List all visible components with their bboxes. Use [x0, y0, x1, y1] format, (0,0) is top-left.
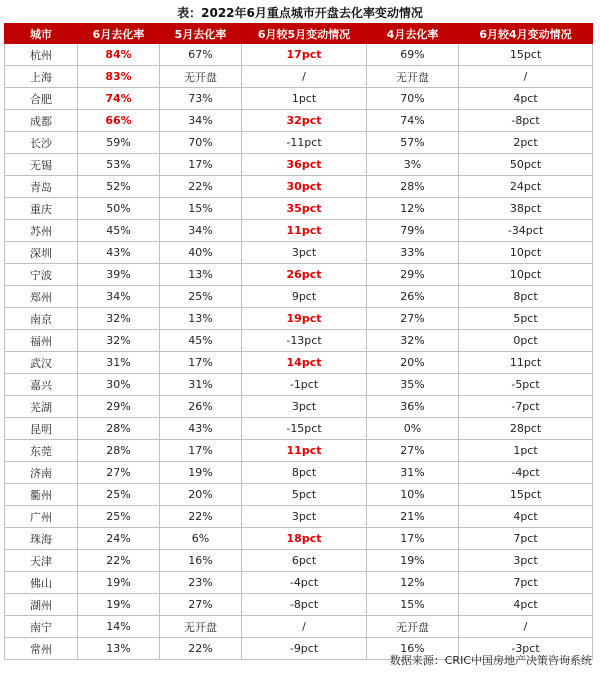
cell-may-rate: 22% [160, 506, 242, 528]
cell-city: 天津 [5, 550, 78, 572]
cell-city: 合肥 [5, 88, 78, 110]
table-row [5, 154, 593, 176]
cell-june-vs-may: -4pct [242, 572, 367, 594]
table-row [5, 286, 593, 308]
cell-may-rate: 20% [160, 484, 242, 506]
cell-may-rate: 22% [160, 638, 242, 660]
table-row [5, 198, 593, 220]
cell-june-vs-april: 3pct [459, 550, 593, 572]
table-row [5, 594, 593, 616]
cell-june-rate: 31% [78, 352, 160, 374]
cell-may-rate: 16% [160, 550, 242, 572]
cell-city: 武汉 [5, 352, 78, 374]
cell-may-rate: 45% [160, 330, 242, 352]
table-row [5, 330, 593, 352]
cell-june-vs-april: -4pct [459, 462, 593, 484]
table-row [5, 132, 593, 154]
table-row [5, 264, 593, 286]
cell-may-rate: 34% [160, 110, 242, 132]
cell-city: 杭州 [5, 44, 78, 66]
cell-may-rate: 31% [160, 374, 242, 396]
cell-june-vs-may: / [242, 616, 367, 638]
data-table [4, 23, 593, 660]
cell-april-rate: 32% [367, 330, 459, 352]
cell-april-rate: 3% [367, 154, 459, 176]
cell-june-vs-may: 30pct [242, 176, 367, 198]
cell-city: 湖州 [5, 594, 78, 616]
cell-june-vs-april: 15pct [459, 484, 593, 506]
cell-april-rate: 57% [367, 132, 459, 154]
cell-june-vs-may: 19pct [242, 308, 367, 330]
cell-june-rate: 25% [78, 506, 160, 528]
cell-june-vs-may: 1pct [242, 88, 367, 110]
cell-june-vs-may: 11pct [242, 220, 367, 242]
cell-june-vs-april: 1pct [459, 440, 593, 462]
cell-city: 广州 [5, 506, 78, 528]
cell-may-rate: 15% [160, 198, 242, 220]
cell-city: 重庆 [5, 198, 78, 220]
table-row [5, 110, 593, 132]
cell-may-rate: 40% [160, 242, 242, 264]
cell-june-vs-may: 3pct [242, 242, 367, 264]
header-june-vs-april: 6月较4月变动情况 [459, 24, 593, 44]
cell-april-rate: 31% [367, 462, 459, 484]
header-june-rate: 6月去化率 [78, 24, 160, 44]
cell-april-rate: 69% [367, 44, 459, 66]
cell-may-rate: 73% [160, 88, 242, 110]
cell-june-vs-april: 0pct [459, 330, 593, 352]
cell-june-vs-april: 4pct [459, 88, 593, 110]
cell-may-rate: 17% [160, 352, 242, 374]
cell-june-rate: 52% [78, 176, 160, 198]
cell-april-rate: 15% [367, 594, 459, 616]
cell-june-rate: 34% [78, 286, 160, 308]
cell-city: 成都 [5, 110, 78, 132]
cell-june-rate: 59% [78, 132, 160, 154]
cell-city: 福州 [5, 330, 78, 352]
table-row [5, 572, 593, 594]
cell-city: 佛山 [5, 572, 78, 594]
cell-june-rate: 28% [78, 418, 160, 440]
cell-june-vs-may: 17pct [242, 44, 367, 66]
table-row [5, 88, 593, 110]
table-row [5, 440, 593, 462]
cell-june-vs-april: 28pct [459, 418, 593, 440]
cell-april-rate: 70% [367, 88, 459, 110]
table-row [5, 462, 593, 484]
table-row [5, 550, 593, 572]
header-april-rate: 4月去化率 [367, 24, 459, 44]
cell-june-vs-april: 11pct [459, 352, 593, 374]
cell-june-vs-april: 10pct [459, 242, 593, 264]
cell-june-vs-april: -5pct [459, 374, 593, 396]
cell-june-rate: 30% [78, 374, 160, 396]
cell-june-vs-may: 3pct [242, 396, 367, 418]
table-row [5, 176, 593, 198]
cell-june-rate: 29% [78, 396, 160, 418]
cell-june-vs-may: 32pct [242, 110, 367, 132]
cell-june-vs-may: 8pct [242, 462, 367, 484]
cell-june-vs-april: 5pct [459, 308, 593, 330]
table-row [5, 616, 593, 638]
cell-city: 青岛 [5, 176, 78, 198]
cell-june-rate: 19% [78, 572, 160, 594]
cell-june-vs-may: 9pct [242, 286, 367, 308]
table-row [5, 66, 593, 88]
cell-june-vs-may: 26pct [242, 264, 367, 286]
table-row [5, 418, 593, 440]
cell-may-rate: 26% [160, 396, 242, 418]
cell-april-rate: 20% [367, 352, 459, 374]
cell-city: 常州 [5, 638, 78, 660]
table-row [5, 242, 593, 264]
cell-april-rate: 27% [367, 308, 459, 330]
cell-june-rate: 14% [78, 616, 160, 638]
cell-city: 昆明 [5, 418, 78, 440]
cell-may-rate: 27% [160, 594, 242, 616]
table-row [5, 44, 593, 66]
table-body [5, 44, 593, 660]
cell-june-vs-april: 24pct [459, 176, 593, 198]
cell-april-rate: 10% [367, 484, 459, 506]
cell-april-rate: 无开盘 [367, 616, 459, 638]
cell-june-vs-may: -11pct [242, 132, 367, 154]
cell-may-rate: 23% [160, 572, 242, 594]
table-title: 表：2022年6月重点城市开盘去化率变动情况 [177, 6, 423, 20]
cell-june-vs-may: 36pct [242, 154, 367, 176]
header-may-rate: 5月去化率 [160, 24, 242, 44]
cell-may-rate: 25% [160, 286, 242, 308]
source-note: 数据来源：CRIC中国房地产决策咨询系统 [389, 654, 592, 667]
cell-june-vs-may: 5pct [242, 484, 367, 506]
cell-city: 济南 [5, 462, 78, 484]
cell-june-rate: 84% [78, 44, 160, 66]
cell-april-rate: 36% [367, 396, 459, 418]
cell-june-vs-april: 15pct [459, 44, 593, 66]
cell-april-rate: 12% [367, 572, 459, 594]
cell-may-rate: 13% [160, 264, 242, 286]
cell-april-rate: 19% [367, 550, 459, 572]
cell-june-rate: 22% [78, 550, 160, 572]
table-row [5, 396, 593, 418]
cell-june-rate: 24% [78, 528, 160, 550]
cell-april-rate: 26% [367, 286, 459, 308]
cell-june-rate: 50% [78, 198, 160, 220]
cell-june-rate: 28% [78, 440, 160, 462]
cell-april-rate: 16% [367, 638, 459, 660]
cell-city: 宁波 [5, 264, 78, 286]
cell-june-vs-april: 10pct [459, 264, 593, 286]
cell-june-rate: 66% [78, 110, 160, 132]
cell-city: 郑州 [5, 286, 78, 308]
cell-june-vs-may: -8pct [242, 594, 367, 616]
cell-june-vs-may: -9pct [242, 638, 367, 660]
cell-june-vs-may: -15pct [242, 418, 367, 440]
cell-may-rate: 无开盘 [160, 66, 242, 88]
cell-june-vs-april: -7pct [459, 396, 593, 418]
cell-june-vs-april: -3pct [459, 638, 593, 660]
cell-may-rate: 22% [160, 176, 242, 198]
cell-june-rate: 43% [78, 242, 160, 264]
cell-june-vs-april: 7pct [459, 572, 593, 594]
cell-june-vs-may: 18pct [242, 528, 367, 550]
cell-june-rate: 45% [78, 220, 160, 242]
table-row [5, 374, 593, 396]
cell-april-rate: 12% [367, 198, 459, 220]
cell-city: 无锡 [5, 154, 78, 176]
cell-june-vs-april: 4pct [459, 594, 593, 616]
cell-april-rate: 无开盘 [367, 66, 459, 88]
cell-may-rate: 67% [160, 44, 242, 66]
cell-may-rate: 无开盘 [160, 616, 242, 638]
header-june-vs-may: 6月较5月变动情况 [242, 24, 367, 44]
cell-june-vs-april: / [459, 66, 593, 88]
cell-may-rate: 19% [160, 462, 242, 484]
cell-april-rate: 27% [367, 440, 459, 462]
cell-may-rate: 6% [160, 528, 242, 550]
table-row [5, 220, 593, 242]
cell-june-rate: 13% [78, 638, 160, 660]
cell-city: 衢州 [5, 484, 78, 506]
cell-city: 南宁 [5, 616, 78, 638]
cell-june-vs-april: 50pct [459, 154, 593, 176]
cell-june-vs-may: 3pct [242, 506, 367, 528]
cell-city: 东莞 [5, 440, 78, 462]
cell-april-rate: 79% [367, 220, 459, 242]
cell-may-rate: 70% [160, 132, 242, 154]
cell-april-rate: 74% [367, 110, 459, 132]
cell-june-rate: 19% [78, 594, 160, 616]
cell-city: 珠海 [5, 528, 78, 550]
cell-june-rate: 83% [78, 66, 160, 88]
cell-april-rate: 29% [367, 264, 459, 286]
cell-june-vs-may: / [242, 66, 367, 88]
cell-june-vs-may: 35pct [242, 198, 367, 220]
cell-city: 深圳 [5, 242, 78, 264]
cell-june-vs-april: 38pct [459, 198, 593, 220]
cell-june-rate: 74% [78, 88, 160, 110]
cell-april-rate: 17% [367, 528, 459, 550]
cell-june-vs-april: 7pct [459, 528, 593, 550]
cell-june-vs-april: 4pct [459, 506, 593, 528]
cell-city: 嘉兴 [5, 374, 78, 396]
cell-june-vs-april: 2pct [459, 132, 593, 154]
cell-june-vs-may: -13pct [242, 330, 367, 352]
cell-april-rate: 0% [367, 418, 459, 440]
cell-june-vs-april: -34pct [459, 220, 593, 242]
cell-april-rate: 33% [367, 242, 459, 264]
cell-april-rate: 35% [367, 374, 459, 396]
cell-april-rate: 21% [367, 506, 459, 528]
table-row [5, 352, 593, 374]
cell-june-rate: 32% [78, 308, 160, 330]
cell-june-vs-may: 11pct [242, 440, 367, 462]
table-row [5, 506, 593, 528]
cell-city: 芜湖 [5, 396, 78, 418]
cell-june-vs-april: 8pct [459, 286, 593, 308]
cell-may-rate: 17% [160, 154, 242, 176]
header-row [5, 24, 593, 44]
cell-april-rate: 28% [367, 176, 459, 198]
table-row [5, 308, 593, 330]
cell-june-rate: 27% [78, 462, 160, 484]
cell-city: 苏州 [5, 220, 78, 242]
cell-june-vs-may: 14pct [242, 352, 367, 374]
cell-may-rate: 34% [160, 220, 242, 242]
cell-may-rate: 13% [160, 308, 242, 330]
header-city: 城市 [5, 24, 78, 44]
cell-city: 南京 [5, 308, 78, 330]
cell-june-rate: 53% [78, 154, 160, 176]
cell-may-rate: 43% [160, 418, 242, 440]
table-row [5, 484, 593, 506]
table-row [5, 528, 593, 550]
cell-june-vs-may: -1pct [242, 374, 367, 396]
cell-june-vs-may: 6pct [242, 550, 367, 572]
cell-june-rate: 39% [78, 264, 160, 286]
cell-june-rate: 32% [78, 330, 160, 352]
cell-june-vs-april: -8pct [459, 110, 593, 132]
cell-june-vs-april: / [459, 616, 593, 638]
cell-june-rate: 25% [78, 484, 160, 506]
cell-may-rate: 17% [160, 440, 242, 462]
cell-city: 长沙 [5, 132, 78, 154]
cell-city: 上海 [5, 66, 78, 88]
